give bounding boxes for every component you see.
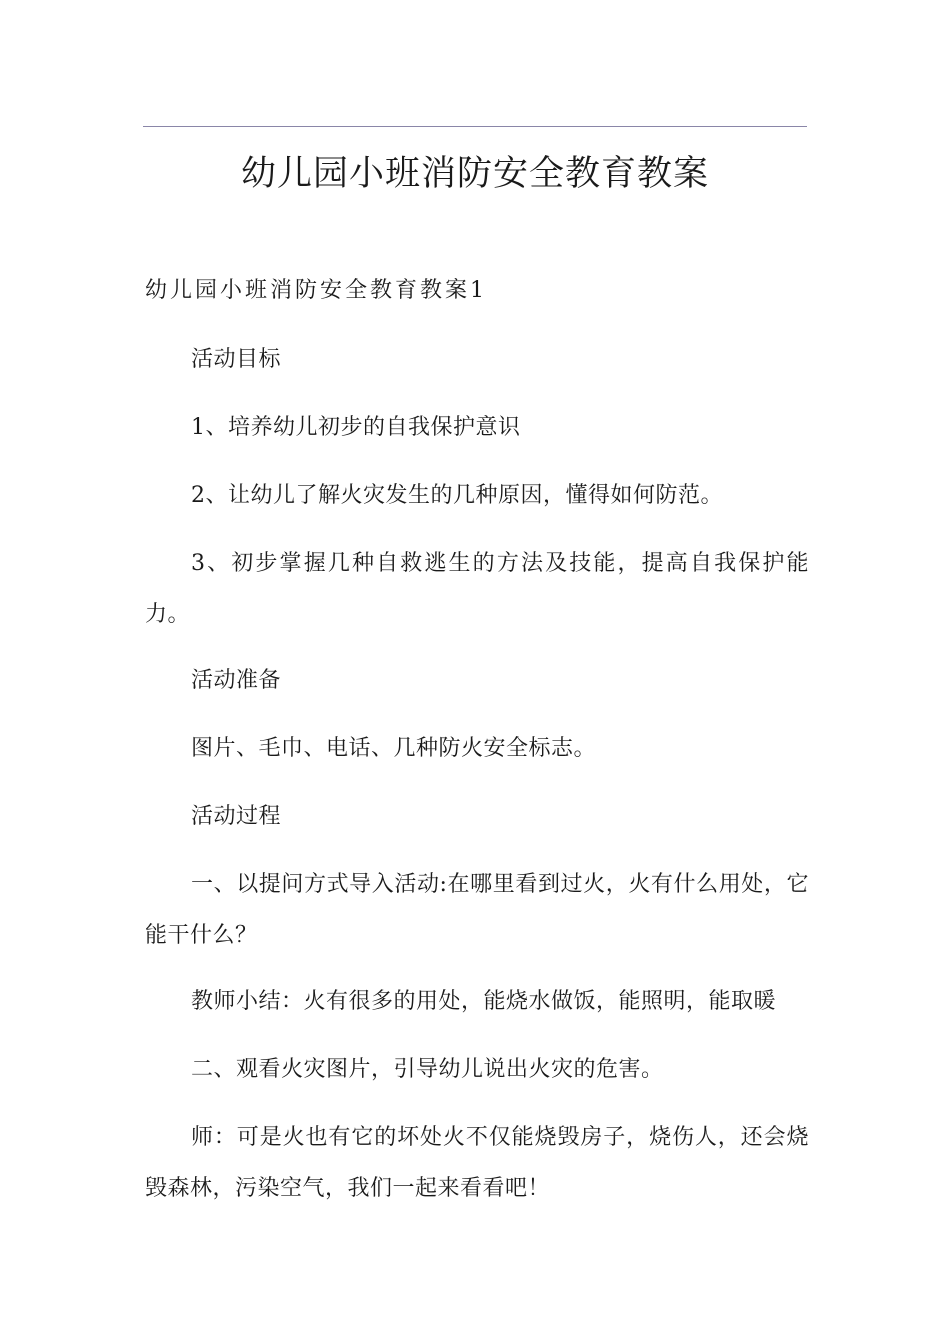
document-title: 幼儿园小班消防安全教育教案 [240,154,709,194]
paragraph-goal-1: 1、培养幼儿初步的自我保护意识 [191,415,521,440]
paragraph-step-2: 二、观看火灾图片，引导幼儿说出火灾的危害。 [191,1057,664,1082]
paragraph-process-heading: 活动过程 [191,804,282,829]
paragraph-teacher-remark: 师：可是火也有它的坏处火不仅能烧毁房子，烧伤人，还会烧毁森林，污染空气，我们一起来看看吧！ [145,1125,809,1201]
paragraph-teacher-summary: 教师小结：火有很多的用处，能烧水做饭，能照明，能取暖 [191,989,777,1014]
header-rule [143,126,807,127]
paragraph-preparation-heading: 活动准备 [191,668,282,693]
paragraph-activity-goals-heading: 活动目标 [191,347,282,372]
paragraph-preparation-materials: 图片、毛巾、电话、几种防火安全标志。 [191,736,597,761]
section-heading: 幼儿园小班消防安全教育教案1 [145,278,487,303]
paragraph-goal-3: 3、初步掌握几种自救逃生的方法及技能，提高自我保护能力。 [145,551,809,627]
paragraph-step-1: 一、以提问方式导入活动:在哪里看到过火，火有什么用处，它能干什么？ [145,872,809,948]
paragraph-goal-2: 2、让幼儿了解火灾发生的几种原因，懂得如何防范。 [191,483,723,508]
